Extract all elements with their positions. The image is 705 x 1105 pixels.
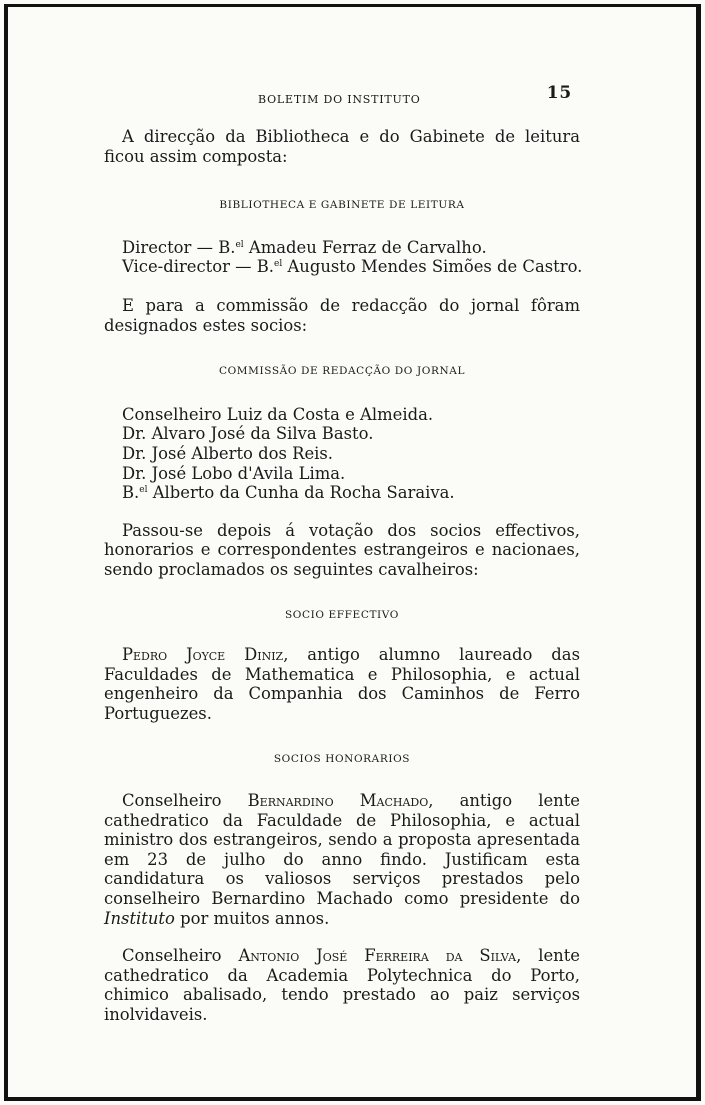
commission-member: Conselheiro Luiz da Costa e Almeida. [122,404,434,424]
vote-intro-paragraph: Passou-se depois á votação dos socios effectivos, honorarios e correspondentes estrangeiros e nacionaes, sendo proclamados os seguintes cavalheiros: [104,520,580,579]
socio-effectivo-entry: Pedro Joyce Diniz, antigo alumno laureado das Faculdades de Mathematica e Philosophia, e actual engenheiro da Companhia dos Caminhos de Ferro Portuguezes. [104,645,580,723]
page-content [104,83,583,1025]
intro-paragraph: A direcção da Bibliotheca e do Gabinete de leitura ficou assim composta: [104,127,580,166]
commission-member: Dr. Alvaro José da Silva Basto. [122,424,374,444]
director-line: Director — B.$^{el}$ Amadeu Ferraz de Carvalho. [122,237,487,257]
vice-director-line: Vice-director — B.$^{el}$ Augusto Mendes Simões de Castro. [122,257,583,277]
section-heading-commission: COMMISSÃO DE REDACÇÃO DO JORNAL [218,365,466,378]
page-number: 15 [546,83,572,103]
member-name: Bernardino Machado [247,791,429,811]
commission-member: B.$^{el}$ Alberto da Cunha da Rocha Saraiva. [122,483,455,503]
honorario-entry-machado: Conselheiro Bernardino Machado, antigo lente cathedratico da Faculdade de Philosophia, e actual ministro dos estrangeiros, sendo a proposta apresentada em 23 de julho do anno findo. Justificam esta candidatura os valiosos serviços prestados pelo conselheiro Bernardino Machado como presidente do Instituto por muitos annos. [104,791,580,928]
section-heading-socios-honorarios: SOCIOS HONORARIOS [273,753,411,766]
running-header [104,83,580,108]
section-heading-socio-effectivo: SOCIO EFFECTIVO [284,608,400,621]
bibliotheca-list [122,237,583,277]
commission-member: Dr. José Lobo d'Avila Lima. [122,463,346,483]
commission-members [122,405,580,503]
commission-member: Dr. José Alberto dos Reis. [122,443,334,463]
section-heading-bibliotheca: BIBLIOTHECA E GABINETE DE LEITURA [219,199,465,212]
member-name: Antonio José Ferreira da Silva [238,946,517,966]
commission-intro-paragraph: E para a commissão de redacção do jornal fôram designados estes socios: [104,295,580,335]
member-name: Pedro Joyce Diniz [122,645,284,665]
honorario-entry-silva: Conselheiro Antonio José Ferreira da Silva, lente cathedratico da Academia Polytechnica do Porto, chimico abalisado, tendo prestado ao paiz serviços inolvidaveis. [104,946,580,1024]
running-title: BOLETIM DO INSTITUTO [258,93,421,106]
